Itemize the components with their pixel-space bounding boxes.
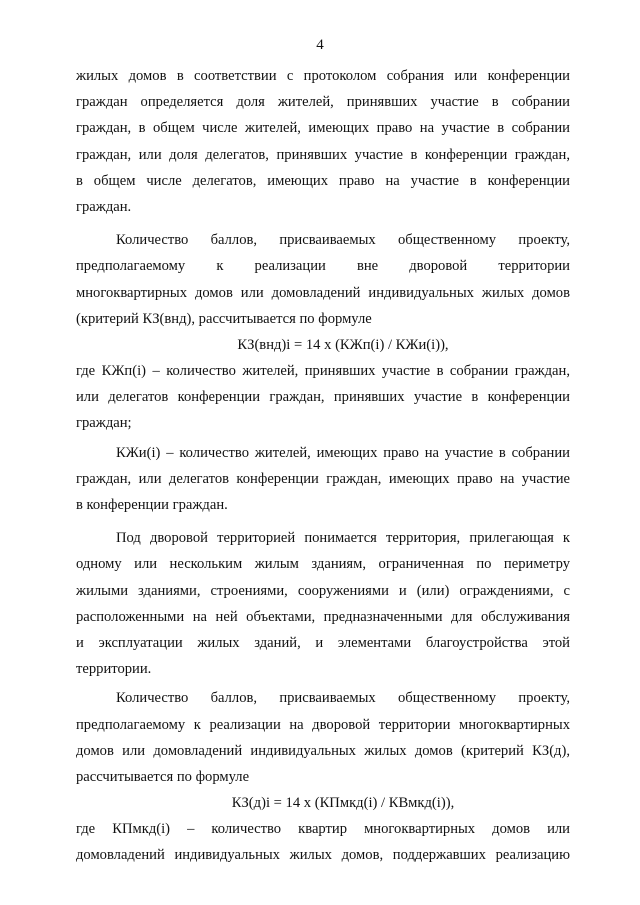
text-line: предполагаемому к реализации вне дворовой территории <box>76 258 570 275</box>
text-line: граждан. <box>76 198 132 215</box>
text-line: домовладений индивидуальных жилых домов, поддержавших реализацию <box>76 847 570 864</box>
text-line: где КЖп(i) – количество жителей, принявших участие в собрании граждан, <box>76 363 570 380</box>
text-line: или делегатов конференции граждан, принявших участие в конференции <box>76 389 570 406</box>
text-line: в общем числе делегатов, имеющих право на участие в конференции <box>76 172 570 189</box>
text-line: жилыми зданиями, строениями, сооружениями и (или) ограждениями, с <box>76 582 570 599</box>
text-line: Количество баллов, присваиваемых общественному проекту, <box>116 690 570 707</box>
text-line: предполагаемому к реализации на дворовой территории многоквартирных <box>76 716 570 733</box>
text-line: граждан определяется доля жителей, принявших участие в собрании <box>76 94 570 111</box>
text-line: жилых домов в соответствии с протоколом собрания или конференции <box>76 68 570 84</box>
document-body <box>76 63 570 869</box>
formula-kz-d: КЗ(д)i = 14 x (КПмкд(i) / КВмкд(i)), <box>231 795 455 812</box>
text-line: рассчитывается по формуле <box>76 768 250 785</box>
text-line: где КПмкд(i) – количество квартир многоквартирных домов или <box>76 821 570 838</box>
text-line: расположенными на ней объектами, предназначенными для обслуживания <box>76 608 570 625</box>
text-line: многоквартирных домов или домовладений индивидуальных жилых домов <box>76 284 570 301</box>
text-line: домов или домовладений индивидуальных жилых домов (критерий КЗ(д), <box>76 742 570 759</box>
text-line: территории. <box>76 661 152 678</box>
formula-kz-vnd: КЗ(внд)i = 14 x (КЖп(i) / КЖи(i)), <box>237 336 449 353</box>
text-line: и эксплуатации жилых зданий, и элементами благоустройства этой <box>76 634 570 651</box>
text-line: в конференции граждан. <box>76 497 228 513</box>
text-line: граждан, в общем числе жителей, имеющих право на участие в собрании <box>76 120 570 137</box>
text-line: граждан, или доля делегатов, принявших участие в конференции граждан, <box>76 146 570 163</box>
text-line: КЖи(i) – количество жителей, имеющих право на участие в собрании <box>116 444 570 461</box>
text-line: (критерий КЗ(внд), рассчитывается по формуле <box>76 310 372 327</box>
text-line: одному или нескольким жилым зданиям, ограниченная по периметру <box>76 556 570 573</box>
text-line: Под дворовой территорией понимается территория, прилегающая к <box>116 530 570 547</box>
text-line: граждан; <box>76 415 132 432</box>
text-line: граждан, или делегатов конференции граждан, имеющих право на участие <box>76 470 570 487</box>
text-line: Количество баллов, присваиваемых общественному проекту, <box>116 232 570 249</box>
page-number: 4 <box>316 37 324 53</box>
